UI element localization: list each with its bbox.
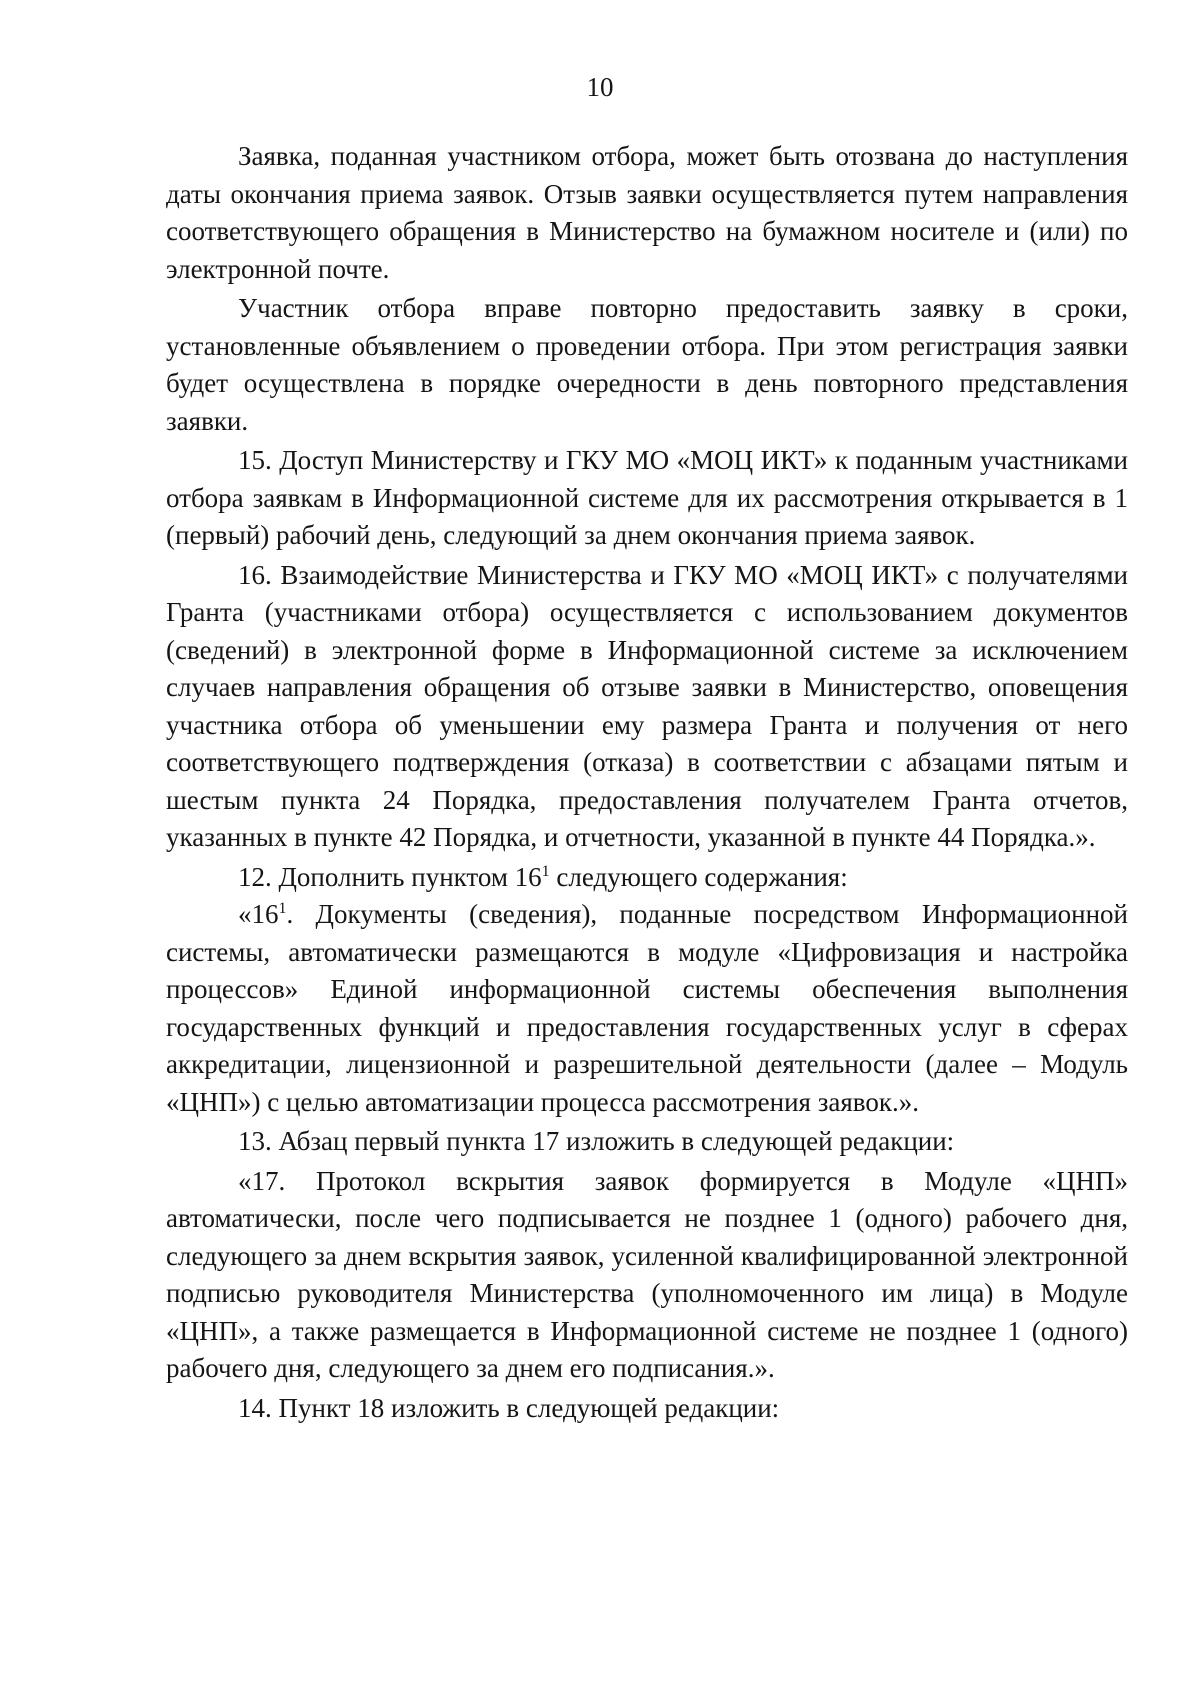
superscript-marker: 1 bbox=[541, 862, 550, 880]
paragraph-resubmission: Участник отбора вправе повторно предоставить заявку в сроки, установленные объявлением о проведении отбора. При этом регистрация заявки будет осуществлена в порядке очередности в день повторного представления заявки. bbox=[166, 293, 1128, 436]
paragraph-amendment-14: 14. Пункт 18 изложить в следующей редакции: bbox=[238, 1392, 780, 1423]
paragraph-amendment-13: 13. Абзац первый пункта 17 изложить в следующей редакции: bbox=[238, 1126, 955, 1156]
document-body bbox=[166, 138, 1128, 1429]
paragraph-clause-17: «17. Протокол вскрытия заявок формируется в Модуле «ЦНП» автоматически, после чего подписывается не позднее 1 (одного) рабочего дня, следующего за днем вскрытия заявок, усиленной квалифицированной электронной подписью руководителя Министерства (уполномоченного им лица) в Модуле «ЦНП», а также размещается в Информационной системе не позднее 1 (одного) рабочего дня, следующего за днем его подписания.». bbox=[166, 1165, 1128, 1383]
clause-16-1-number: «16 bbox=[238, 899, 279, 929]
paragraph-application-withdrawal: Заявка, поданная участником отбора, может быть отозвана до наступления даты окончания приема заявок. Отзыв заявки осуществляется путем направления соответствующего обращения в Министерство на бумажном носителе и (или) по электронной почте. bbox=[166, 141, 1128, 284]
clause-16-1-text: . Документы (сведения), поданные посредством Информационной системы, автоматически размещаются в модуле «Цифровизация и настройка процессов» Единой информационной системы обеспечения выполнения государственных функций и предоставления государственных услуг в сферах аккредитации, лицензионной и разрешительной деятельности (далее – Модуль «ЦНП») с целью автоматизации процесса рассмотрения заявок.». bbox=[166, 899, 1128, 1117]
paragraph-clause-16: 16. Взаимодействие Министерства и ГКУ МО «МОЦ ИКТ» с получателями Гранта (участниками отбора) осуществляется с использованием документов (сведений) в электронной форме в Информационной системе за исключением случаев направления обращения об отзыве заявки в Министерство, оповещения участника отбора об уменьшении ему размера Гранта и получения от него соответствующего подтверждения (отказа) в соответствии с абзацами пятым и шестым пункта 24 Порядка, предоставления получателем Гранта отчетов, указанных в пункте 42 Порядка, и отчетности, указанной в пункте 44 Порядка.». bbox=[166, 559, 1128, 852]
paragraph-amendment-12 bbox=[166, 859, 1128, 897]
paragraph-clause-15: 15. Доступ Министерству и ГКУ МО «МОЦ ИКТ» к поданным участниками отбора заявкам в Информационной системе для их рассмотрения открывается в 1 (первый) рабочий день, следующий за днем окончания приема заявок. bbox=[166, 445, 1128, 550]
amendment-12-text-end: следующего содержания: bbox=[549, 861, 848, 892]
page-number: 10 bbox=[586, 72, 614, 102]
amendment-12-text: 12. Дополнить пунктом 16 bbox=[238, 861, 542, 892]
superscript-marker: 1 bbox=[278, 900, 287, 917]
paragraph-clause-16-1 bbox=[166, 896, 1128, 1121]
